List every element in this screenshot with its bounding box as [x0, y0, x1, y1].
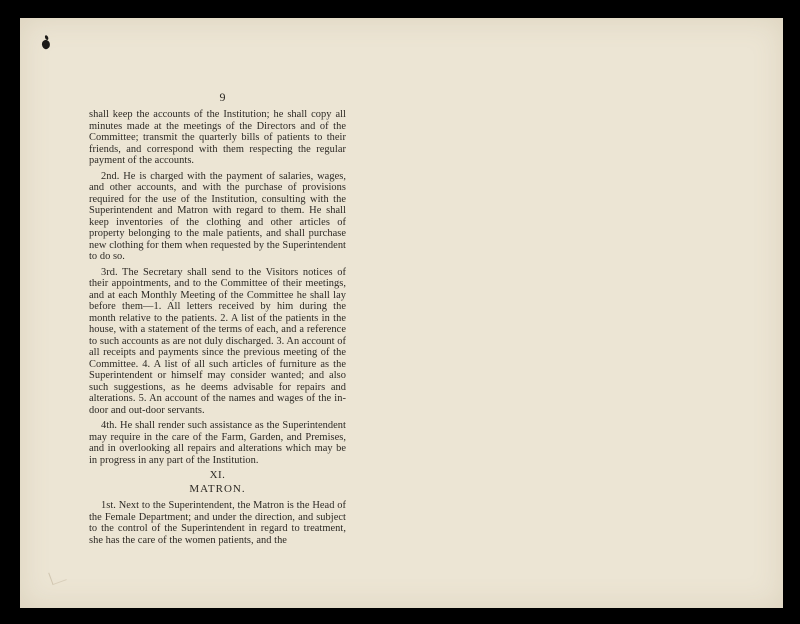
paragraph-3rd: 3rd. The Secretary shall send to the Visitors notices of their appointments, and to the Committee of their meetings, and at each Monthly Meeting of the Committee he shall lay before them—1. All letters received by him during the month relative to the patients. 2. A list of the patients in the house, with a statement of the terms of each, and a reference to such accounts as are not duly discharged. 3. An account of all receipts and payments since the previous meeting of the Committee. 4. A list of all such articles of furniture as the Superintendent or himself may consider wanted; and also such suggestions, as he deems advisable for repairs and alterations. 5. An account of the names and wages of the in-door and out-door servants.: [89, 266, 346, 416]
paragraph-continued: shall keep the accounts of the Institution; he shall copy all minutes made at the meetings of the Directors and of the Committee; transmit the quarterly bills of patients to their friends, and correspond with them respecting the regular payment of the accounts.: [89, 109, 346, 166]
page-number: 9: [219, 90, 226, 104]
paragraph-matron-1st: 1st. Next to the Superintendent, the Matron is the Head of the Female Department; and under the direction, and subject to the control of the Superintendent in regard to treatment, she has the care of the women patients, and the: [89, 500, 346, 546]
faint-pencil-mark: [48, 568, 67, 585]
body-text: [89, 109, 346, 550]
paragraph-4th: 4th. He shall render such assistance as the Superintendent may require in the care of the Farm, Garden, and Premises, and in overlooking all repairs and alterations which may be in progress in any part of the Institution.: [89, 420, 346, 466]
paragraph-2nd: 2nd. He is charged with the payment of salaries, wages, and other accounts, and with the purchase of provisions required for the use of the Institution, consulting with the Superintendent and Matron with regard to them. He shall keep inventories of the clothing and other articles of property belonging to the male patients, and shall purchase new clothing for them when requested by the Superintendent to do so.: [89, 170, 346, 262]
ink-smudge: [40, 39, 51, 51]
section-title: MATRON.: [189, 482, 246, 495]
section-number: XI.: [209, 469, 226, 481]
document-page: [20, 18, 783, 608]
